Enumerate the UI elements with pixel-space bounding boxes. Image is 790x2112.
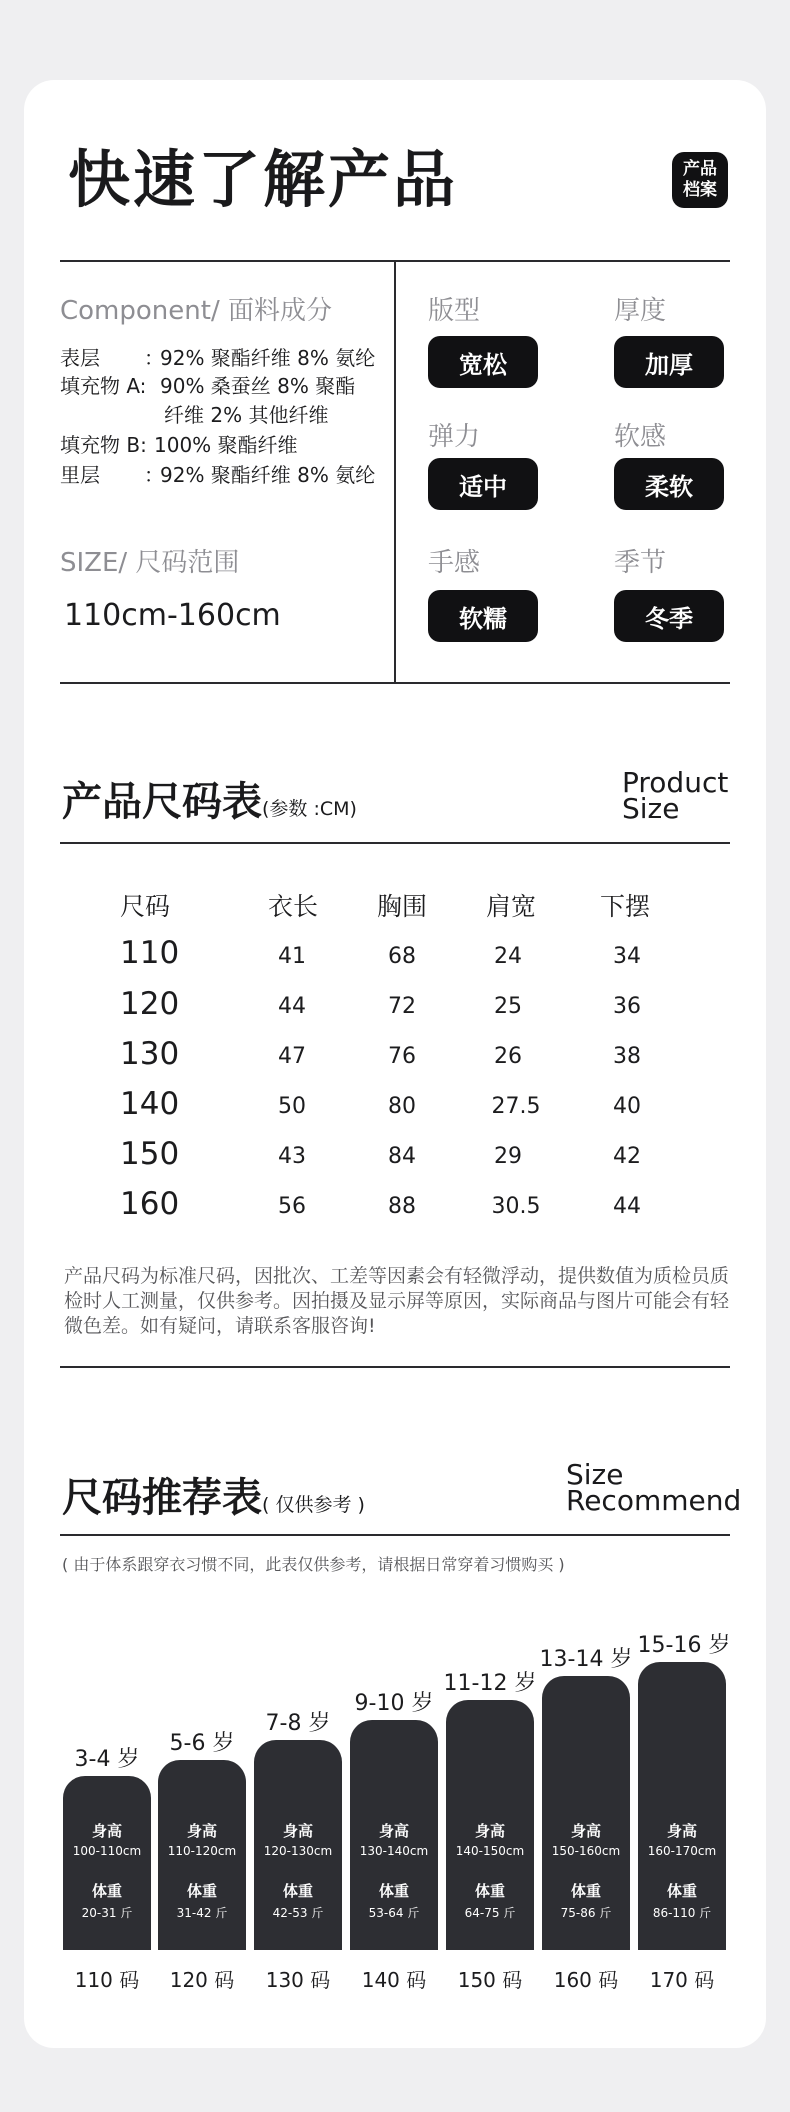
table-cell: 27.5	[491, 1094, 541, 1119]
table-cell: 43	[278, 1144, 306, 1169]
table-cell: 68	[388, 944, 416, 969]
age-label: 9-10 岁	[354, 1691, 434, 1716]
weight-range: 20-31 斤	[81, 1906, 133, 1920]
recommend-note: ( 由于体系跟穿衣习惯不同，此表仅供参考，请根据日常穿着习惯购买 )	[62, 1555, 565, 1574]
size-range: 110cm-160cm	[64, 598, 281, 633]
size-bar	[446, 1700, 534, 1950]
weight-range: 42-53 斤	[272, 1906, 324, 1920]
attr-value-softness: 柔软	[614, 458, 724, 510]
height-label: 身高	[91, 1822, 122, 1840]
vertical-divider	[394, 260, 396, 682]
fabric-row	[60, 431, 298, 459]
attr-label-season: 季节	[614, 548, 667, 578]
size-code: 170 码	[649, 1968, 715, 1992]
weight-label: 体重	[474, 1882, 505, 1900]
size-code: 110 码	[74, 1968, 140, 1992]
table-cell: 40	[613, 1094, 641, 1119]
weight-label: 体重	[666, 1882, 697, 1900]
recommend-en-title	[566, 1458, 742, 1517]
height-label: 身高	[570, 1822, 601, 1840]
size-table-title	[62, 770, 357, 827]
table-cell: 72	[388, 994, 416, 1019]
recommend-sub: ( 仅供参考 )	[262, 1494, 365, 1516]
fabric-row-value: 100% 聚酯纤维	[154, 433, 298, 457]
height-label: 身高	[378, 1822, 409, 1840]
table-cell: 76	[388, 1044, 416, 1069]
size-code: 160 码	[553, 1968, 619, 1992]
divider	[60, 682, 730, 684]
table-cell: 25	[494, 994, 522, 1019]
badge-line-2: 档案	[683, 180, 717, 200]
height-label: 身高	[282, 1822, 313, 1840]
recommend-en-line-1: Size	[566, 1458, 624, 1491]
fabric-row-value: 90% 桑蚕丝 8% 聚酯	[160, 374, 356, 398]
size-bar	[254, 1740, 342, 1950]
table-cell: 30.5	[491, 1194, 541, 1219]
weight-range: 64-75 斤	[464, 1906, 516, 1920]
table-cell-size: 110	[120, 935, 180, 971]
size-bar	[63, 1776, 151, 1950]
size-bar	[638, 1662, 726, 1950]
table-cell: 38	[613, 1044, 641, 1069]
height-range: 150-160cm	[551, 1844, 621, 1858]
table-cell: 88	[388, 1194, 416, 1219]
recommend-title-text: 尺码推荐表	[62, 1475, 262, 1521]
size-code: 140 码	[361, 1968, 427, 1992]
table-cell: 47	[278, 1044, 306, 1069]
size-heading: SIZE/ 尺码范围	[60, 548, 240, 578]
height-label: 身高	[474, 1822, 505, 1840]
weight-label: 体重	[570, 1882, 601, 1900]
size-code: 120 码	[169, 1968, 235, 1992]
recommend-en-line-2: Recommend	[566, 1484, 742, 1517]
table-cell: 44	[278, 994, 306, 1019]
table-header-chest: 胸围	[377, 892, 428, 921]
size-table-en-title	[622, 766, 729, 825]
table-cell: 80	[388, 1094, 416, 1119]
size-table-en-line-2: Size	[622, 792, 680, 825]
fabric-row-colon: ：	[144, 346, 164, 370]
attr-value-feel: 软糯	[428, 590, 538, 642]
fabric-row	[60, 372, 355, 400]
product-archive-badge	[672, 152, 728, 208]
table-cell: 84	[388, 1144, 416, 1169]
weight-label: 体重	[91, 1882, 122, 1900]
height-range: 100-110cm	[72, 1844, 142, 1858]
attr-label-softness: 软感	[614, 422, 667, 452]
table-cell: 50	[278, 1094, 306, 1119]
table-header-hem: 下摆	[600, 892, 651, 921]
weight-range: 31-42 斤	[176, 1906, 228, 1920]
height-range: 140-150cm	[455, 1844, 525, 1858]
size-bar	[158, 1760, 246, 1950]
attr-value-elasticity: 适中	[428, 458, 538, 510]
table-cell: 36	[613, 994, 641, 1019]
size-table-note: 产品尺码为标准尺码，因批次、工差等因素会有轻微浮动，提供数值为质检员质检时人工测量，仅供参考。因拍摄及显示屏等原因，实际商品与图片可能会有轻微色差。如有疑问，请联系客服咨询!	[64, 1265, 730, 1337]
table-cell-size: 120	[120, 986, 180, 1022]
age-label: 7-8 岁	[265, 1711, 331, 1736]
table-header-shoulder: 肩宽	[486, 892, 537, 921]
table-cell-size: 160	[120, 1186, 180, 1222]
fabric-row-key: 填充物 A:	[60, 374, 147, 398]
table-cell: 42	[613, 1144, 641, 1169]
fabric-row-value: 纤维 2% 其他纤维	[164, 403, 329, 427]
recommend-title	[62, 1466, 365, 1523]
weight-label: 体重	[282, 1882, 313, 1900]
table-cell: 26	[494, 1044, 522, 1069]
table-header-size: 尺码	[120, 892, 171, 921]
table-header-length: 衣长	[268, 892, 319, 921]
table-cell: 41	[278, 944, 306, 969]
age-label: 11-12 岁	[443, 1671, 537, 1696]
divider	[60, 842, 730, 844]
size-bar	[542, 1676, 630, 1950]
weight-range: 86-110 斤	[652, 1906, 712, 1920]
fabric-heading: Component/ 面料成分	[60, 296, 332, 326]
height-label: 身高	[186, 1822, 217, 1840]
attr-label-feel: 手感	[428, 548, 481, 578]
attr-label-thickness: 厚度	[614, 296, 667, 326]
age-label: 5-6 岁	[169, 1731, 235, 1756]
weight-label: 体重	[186, 1882, 217, 1900]
attr-label-fit: 版型	[428, 296, 481, 326]
attr-label-elasticity: 弹力	[428, 422, 481, 452]
attr-value-fit: 宽松	[428, 336, 538, 388]
weight-label: 体重	[378, 1882, 409, 1900]
attr-value-season: 冬季	[614, 590, 724, 642]
divider	[60, 1534, 730, 1536]
size-table-title-text: 产品尺码表	[62, 779, 262, 825]
attr-value-thickness: 加厚	[614, 336, 724, 388]
fabric-row-value: 92% 聚酯纤维 8% 氨纶	[160, 346, 376, 370]
size-bar	[350, 1720, 438, 1950]
fabric-row-value: 92% 聚酯纤维 8% 氨纶	[160, 463, 376, 487]
fabric-row-key: 里层	[60, 463, 100, 487]
size-code: 150 码	[457, 1968, 523, 1992]
height-range: 120-130cm	[263, 1844, 333, 1858]
fabric-row-colon: ：	[144, 463, 164, 487]
fabric-row-key: 填充物 B:	[60, 433, 147, 457]
table-cell: 44	[613, 1194, 641, 1219]
table-cell: 29	[494, 1144, 522, 1169]
table-cell-size: 130	[120, 1036, 180, 1072]
weight-range: 53-64 斤	[368, 1906, 420, 1920]
age-label: 15-16 岁	[637, 1633, 731, 1658]
divider	[60, 1366, 730, 1368]
table-cell-size: 140	[120, 1086, 180, 1122]
height-range: 110-120cm	[167, 1844, 237, 1858]
height-range: 160-170cm	[647, 1844, 717, 1858]
badge-line-1: 产品	[683, 159, 717, 179]
age-label: 3-4 岁	[74, 1747, 140, 1772]
height-range: 130-140cm	[359, 1844, 429, 1858]
table-cell: 34	[613, 944, 641, 969]
age-label: 13-14 岁	[539, 1647, 633, 1672]
size-code: 130 码	[265, 1968, 331, 1992]
fabric-row	[60, 401, 328, 429]
size-table-unit: (参数 :CM)	[262, 798, 357, 820]
fabric-row-key: 表层	[60, 346, 100, 370]
size-table-en-line-1: Product	[622, 766, 729, 799]
table-cell: 24	[494, 944, 522, 969]
table-cell-size: 150	[120, 1136, 180, 1172]
weight-range: 75-86 斤	[560, 1906, 612, 1920]
fabric-row	[60, 344, 375, 372]
table-cell: 56	[278, 1194, 306, 1219]
page-title: 快速了解产品	[68, 143, 459, 216]
fabric-row	[60, 461, 375, 489]
height-label: 身高	[666, 1822, 697, 1840]
